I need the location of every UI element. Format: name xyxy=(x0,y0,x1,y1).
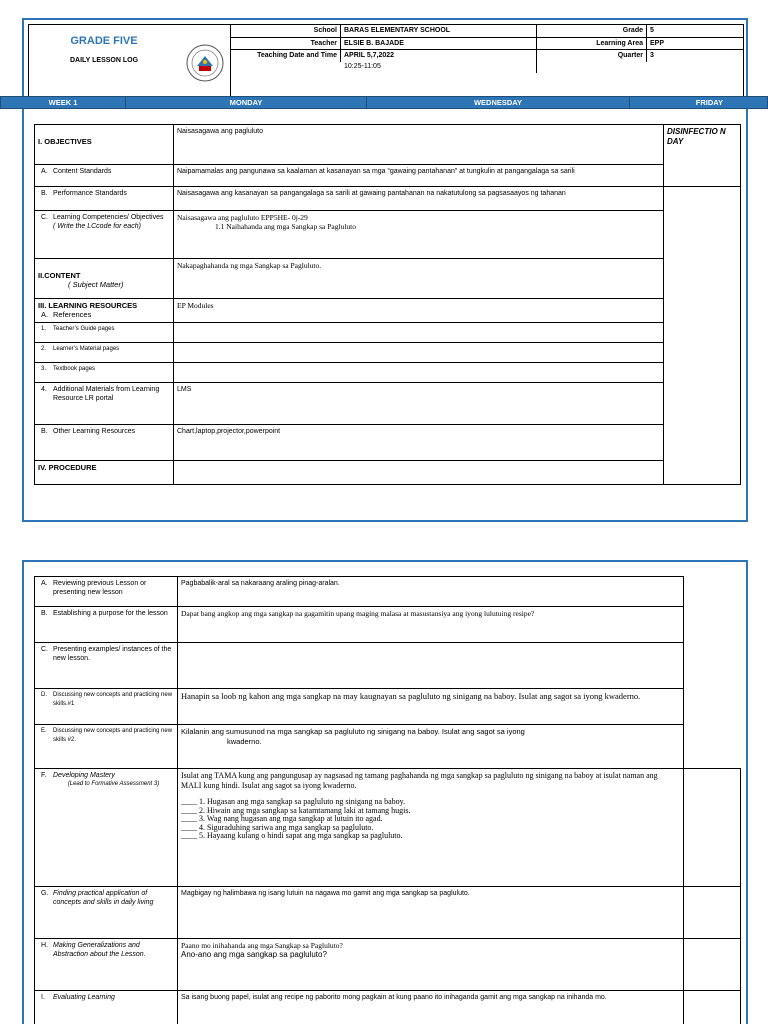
examples-value xyxy=(178,643,684,689)
content-value: Nakapaghahanda ng mga Sangkap sa Pagluluto. xyxy=(174,259,664,299)
addl-value: LMS xyxy=(174,383,664,425)
friday-note: DISINFECTIO N DAY xyxy=(664,125,741,187)
area-value: EPP xyxy=(650,40,665,47)
header-row-date xyxy=(231,49,743,61)
other-value: Chart,laptop,projector,powerpoint xyxy=(174,425,664,461)
competencies-label: C. Learning Competencies/ Objectives ( Write the LCcode for each) xyxy=(35,211,174,259)
mastery-side xyxy=(684,769,741,887)
resources-value: EP Modules xyxy=(174,299,664,323)
content-standards-label: A. Content Standards xyxy=(35,165,174,187)
mastery-item: ____ 4. Siguraduhing sariwa ang mga sangkap sa pagluluto. xyxy=(181,822,374,832)
tb-label: 3. Textbook pages xyxy=(35,363,174,383)
procedure-label: IV. PROCEDURE xyxy=(35,461,174,485)
mastery-label: F. Developing Mastery (Lead to Formative Assessment 3) xyxy=(35,769,178,887)
resources-label: III. LEARNING RESOURCES A. References xyxy=(35,299,174,323)
time-value: 10:25-11:05 xyxy=(341,61,537,73)
evaluation-side xyxy=(684,991,741,1024)
generalization-value: Paano mo inihahanda ang mga Sangkap sa Pagluluto? Ano-ano ang mga sangkap sa pagluluto? xyxy=(178,939,684,991)
date-value: APRIL 5,7,2022 xyxy=(341,50,537,62)
objectives-label: I. OBJECTIVES xyxy=(35,125,174,165)
tg-value xyxy=(174,323,664,343)
school-value: BARAS ELEMENTARY SCHOOL xyxy=(341,25,537,37)
monday-label: MONDAY xyxy=(229,98,263,107)
page-two xyxy=(22,560,748,1024)
application-label: G. Finding practical application of concepts and skills in daily living xyxy=(35,887,178,939)
page-one xyxy=(22,18,748,522)
procedure-table xyxy=(34,576,741,1024)
competencies-value: Naisasagawa ang pagluluto EPP5HE- 0j-29 1.1 Naihahanda ang mga Sangkap sa Pagluluto xyxy=(174,211,664,259)
quarter-label: Quarter xyxy=(537,50,647,62)
week-bar xyxy=(0,96,768,109)
friday-column xyxy=(664,187,741,485)
concepts-2-value: Kilalanin ang sumusunod na mga sangkap sa pagluluto ng sinigang na baboy. Isulat ang sagot sa iyong kwaderno. xyxy=(178,725,684,769)
objectives-value: Naisasagawa ang pagluluto xyxy=(174,125,664,165)
addl-label: 4. Additional Materials from Learning Resource LR portal xyxy=(35,383,174,425)
lm-label: 2. Learner’s Material pages xyxy=(35,343,174,363)
generalization-side xyxy=(684,939,741,991)
other-label: B. Other Learning Resources xyxy=(35,425,174,461)
content-standards-value: Naipamamalas ang pangunawa sa kaalaman at kasanayan sa mga “gawaing pantahanan” at tungkulin at pangangalaga sa sarili xyxy=(174,165,664,187)
mastery-item: ____ 5. Hayaang kulang o hindi sapat ang mga sangkap sa pagluluto. xyxy=(181,831,403,840)
week-label: WEEK 1 xyxy=(48,98,78,107)
teacher-label: Teacher xyxy=(231,38,341,50)
application-value: Magbigay ng halimbawa ng isang lutuin na nagawa mo gamit ang mga sangkap sa pagluluto. xyxy=(178,887,684,939)
concepts-1-label: D. Discussing new concepts and practicing new skills.#1 xyxy=(35,689,178,725)
deped-seal-icon xyxy=(185,43,225,83)
friday-label: FRIDAY xyxy=(695,98,723,107)
examples-label: C. Presenting examples/ instances of the new lesson. xyxy=(35,643,178,689)
tb-value xyxy=(174,363,664,383)
grade-value: 5 xyxy=(650,27,654,34)
review-label: A. Reviewing previous Lesson or presenting new lesson xyxy=(35,577,178,607)
concepts-2-label: E. Discussing new concepts and practicing new skills #2. xyxy=(35,725,178,769)
content-label: II.CONTENT ( Subject Matter) xyxy=(35,259,174,299)
grade-label: Grade xyxy=(537,25,647,37)
procedure-value xyxy=(174,461,664,485)
review-value: Pagbabalik-aral sa nakaraang araling pinag-aralan. xyxy=(178,577,684,607)
lm-value xyxy=(174,343,664,363)
generalization-label: H. Making Generalizations and Abstraction about the Lesson. xyxy=(35,939,178,991)
header-row-school xyxy=(231,25,743,37)
date-label: Teaching Date and Time xyxy=(231,50,341,62)
performance-standards-value: Naisasagawa ang kasanayan sa pangangalaga sa sarili at gawaing pantahanan na nakatutulong sa pagsasaayos ng tahanan xyxy=(174,187,664,211)
mastery-item: ____ 1. Hugasan ang mga sangkap sa pagluluto ng sinigang na baboy. xyxy=(181,797,406,806)
application-side xyxy=(684,887,741,939)
quarter-value: 3 xyxy=(650,52,654,59)
purpose-value: Dapat bang angkop ang mga sangkap na gagamitin upang maging malasa at masustansiya ang iyong lulutuing resipe? xyxy=(178,607,684,643)
teacher-value: ELSIE B. BAJADE xyxy=(341,38,537,50)
mastery-value: Isulat ang TAMA kung ang pangungusap ay nagsasad ng tamang paghahanda ng mga sangkap sa pagluluto ng sinigang na baboy at isulat naman ang MALI kung hindi. Isulat ang sagot sa iyong kwaderno. ____ 1. Hugasan ang mga sangkap sa pagluluto ng sinigang na baboy. ____ 2. Hiwain ang mga sangkap sa katamtamang laki at tamang hugis. ____ 3. Wag nang hugasan ang mga sangkap at lutuin ito agad. ____ 4. Siguraduhing sariwa ang mga sangkap sa pagluluto. ____ 5. Hayaang kulang o hindi sapat ang mga sangkap sa pagluluto. xyxy=(178,769,684,887)
wednesday-label: WEDNESDAY xyxy=(473,98,523,107)
mastery-items xyxy=(181,798,680,841)
performance-standards-label: B. Performance Standards xyxy=(35,187,174,211)
header-row-teacher xyxy=(231,37,743,49)
concepts-1-value: Hanapin sa loob ng kahon ang mga sangkap na may kaugnayan sa pagluluto ng sinigang na baboy. Isulat ang sagot sa iyong kwaderno. xyxy=(178,689,684,725)
objectives-table xyxy=(34,124,741,485)
tg-label: 1. Teacher’s Guide pages xyxy=(35,323,174,343)
school-label: School xyxy=(231,25,341,37)
area-label: Learning Area xyxy=(537,38,647,50)
purpose-label: B. Establishing a purpose for the lesson xyxy=(35,607,178,643)
grade-title: GRADE FIVE xyxy=(70,35,138,47)
header-grid xyxy=(231,25,743,107)
mastery-item: ____ 3. Wag nang hugasan ang mga sangkap at lutuin ito agad. xyxy=(181,814,383,823)
title-cell xyxy=(29,25,231,107)
side-column-top xyxy=(684,577,741,769)
mastery-item: ____ 2. Hiwain ang mga sangkap sa katamtamang laki at tamang hugis. xyxy=(181,805,411,815)
evaluation-label: I. Evaluating Learning xyxy=(35,991,178,1024)
evaluation-value: Sa isang buong papel, isulat ang recipe ng paborito mong pagkain at kung paano ito inihaganda gamit ang mga sangkap na inihanda mo. xyxy=(178,991,684,1024)
log-title: DAILY LESSON LOG xyxy=(69,57,139,64)
